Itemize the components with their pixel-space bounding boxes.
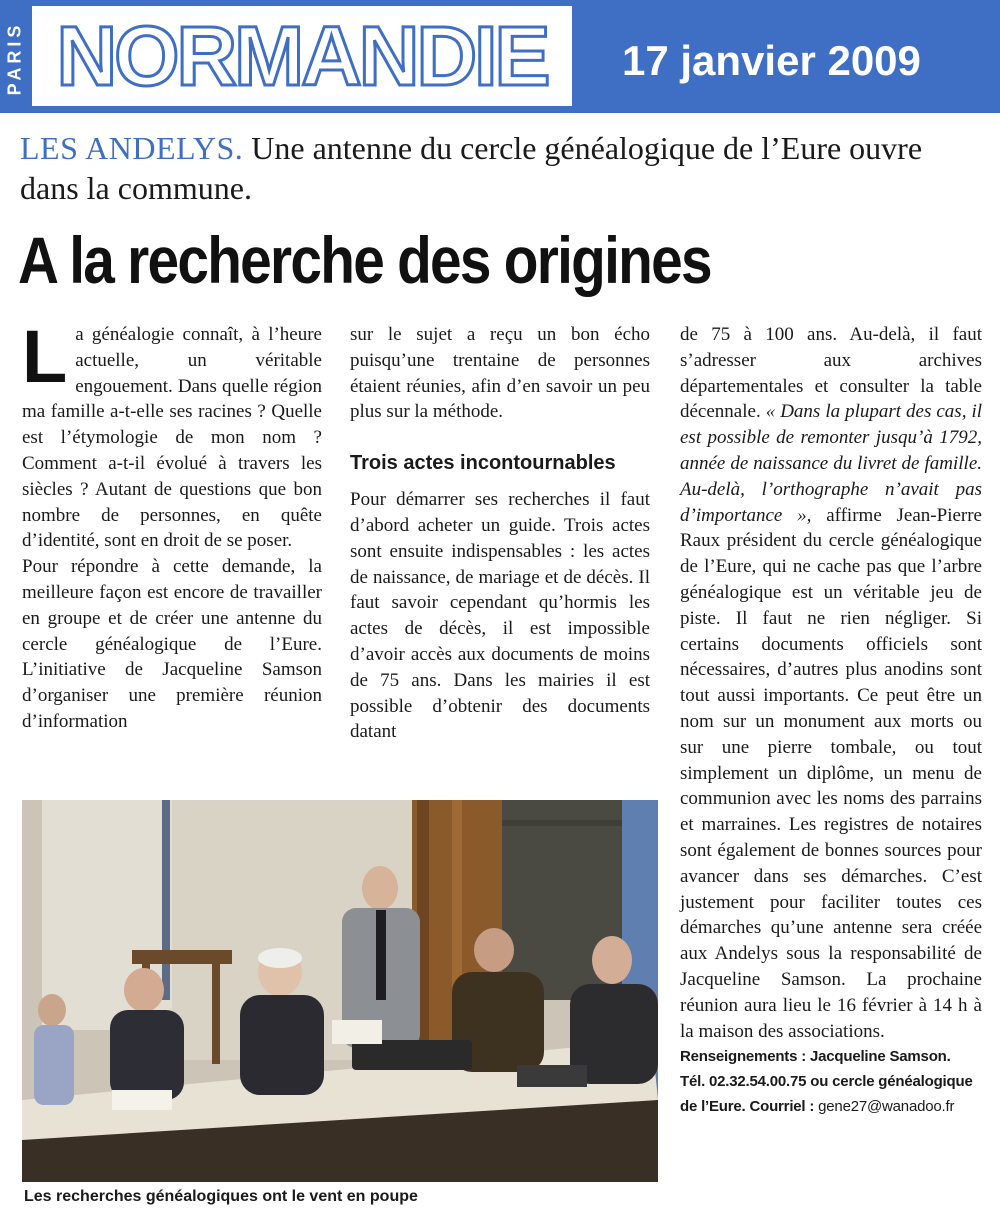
article-column-1 <box>22 315 322 735</box>
article-location: LES ANDELYS. <box>20 130 244 166</box>
publication-date: 17 janvier 2009 <box>622 37 921 84</box>
contact-line: Renseignements : Jacqueline Samson. <box>680 1048 951 1066</box>
article-column-3 <box>680 322 982 1119</box>
contact-phone: Tél. 02.32.54.00.75 ou cercle généalogique de l’Eure. Courriel : <box>680 1073 973 1116</box>
article-kicker-text: Une antenne du cercle généalogique de l’Eure ouvre dans la commune. <box>20 130 923 206</box>
contact-email: gene27@wanadoo.fr <box>818 1098 955 1116</box>
contact-line <box>680 1069 982 1119</box>
article-kicker <box>20 128 980 208</box>
paragraph: Pour répondre à cette demande, la meilleure façon est encore de travailler en groupe et de créer une antenne du cercle généalogique de l’Eure. L’initiative de Jacqueline Samson d’organiser une première réunion d’information <box>22 556 322 732</box>
paragraph-text: de 75 à 100 ans. Au-delà, il faut s’adresser aux archives départementales et consulter la table décennale. <box>680 324 982 423</box>
article-column-2 <box>350 322 650 745</box>
photo-caption: Les recherches généalogiques ont le vent en poupe <box>24 1188 418 1205</box>
meeting-scene-illustration <box>22 800 658 1182</box>
paragraph <box>680 322 982 1044</box>
article-photo <box>22 800 658 1182</box>
article-subheading: Trois actes incontournables <box>350 452 616 475</box>
paragraph: sur le sujet a reçu un bon écho puisqu’une trentaine de personnes étaient réunies, afin d’en savoir un peu plus sur la méthode. <box>350 324 650 423</box>
drop-cap: L <box>22 315 68 398</box>
article-headline: A la recherche des origines <box>18 223 711 297</box>
masthead-city-label <box>2 6 28 110</box>
contact-info <box>680 1044 982 1119</box>
newspaper-logo <box>32 6 572 106</box>
masthead-city-text: PARIS <box>4 21 25 95</box>
paragraph: Pour démarrer ses recherches il faut d’abord acheter un guide. Trois actes sont ensuite indispensables : les actes de naissance, de mariage et de décès. Il faut savoir cependant qu’hormis les actes de décès, il est impossible d’avoir accès aux documents de moins de 75 ans. Dans les mairies il est possible d’obtenir des documents datant <box>350 489 650 743</box>
newspaper-name: NORMANDIE <box>56 9 548 103</box>
masthead <box>0 0 1000 113</box>
quote: « Dans la plupart des cas, il est possible de remonter jusqu’à 1792, année de naissance du livret de famille. Au-delà, l’orthographe n’avait pas d’importance » <box>680 401 982 526</box>
paragraph-text: , affirme Jean-Pierre Raux président du cercle généalogique de l’Eure, qui ne cache pas que l’arbre généalogique est un véritable jeu de piste. Il faut ne rien négliger. Si certains documents officiels sont nécessaires, d’autres plus anodins sont tout aussi importants. Ce peut être un nom sur un monument aux morts ou sur une pierre tombale, ou tout simplement un diplôme, un menu de communion avec les noms des parrains et marraines. Les registres de notaires sont également de bonnes sources pour avancer dans ses démarches. C’est justement pour faciliter toutes ces démarches qu’une antenne sera créée aux Andelys sous la responsabilité de Jacqueline Samson. La prochaine réunion aura lieu le 16 février à 14 h à la maison des associations. <box>680 504 982 1042</box>
paragraph: a généalogie connaît, à l’heure actuelle, un véritable engouement. Dans quelle région ma famille a-t-elle ses racines ? Quelle est l’étymologie de mon nom ? Comment a-t-il évolué à travers les siècles ? Autant de questions que bon nombre de personnes, en quête d’identité, sont en droit de se poser. <box>22 324 322 552</box>
